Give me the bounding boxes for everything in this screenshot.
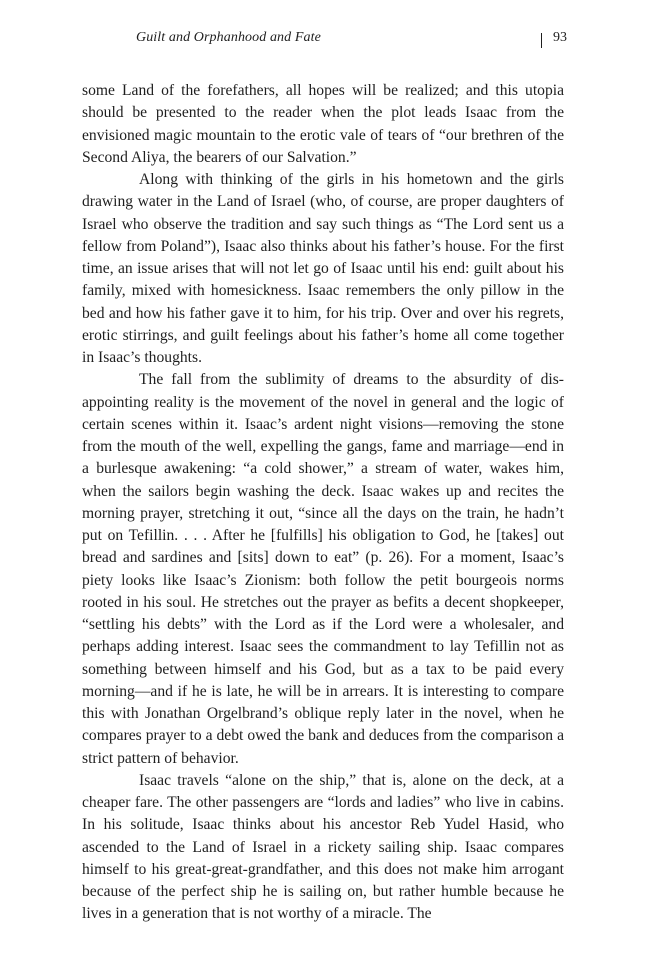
running-head [0,30,650,52]
page-number: 93 [553,30,567,45]
paragraph: The fall from the sublimity of dreams to the absurdity of disappointing reality is the movement of the novel in general and the logic of certain scenes within it. Isaac’s ardent night visions—removing the stone from the mouth of the well, expelling the gangs, fame and marriage—end in a burlesque awakening: “a cold shower,” a stream of water, wakes him, when the sailors begin washing the deck. Isaac wakes up and recites the morning prayer, stretching it out, “since all the days on the train, he hadn’t put on Tefillin. . . . After he [fulfills] his obligation to God, he [takes] out bread and sardines and [sits] down to eat” (p. 26). For a moment, Isaac’s piety looks like Isaac’s Zionism: both follow the petit bourgeois norms rooted in his soul. He stretches out the prayer as befits a decent shopkeeper, “settling his debts” with the Lord as if the Lord were a wholesaler, and perhaps adding interest. Isaac sees the commandment to lay Tefillin not as something between himself and his God, but as a tax to be paid every morning—and if he is late, he will be in arrears. It is interesting to compare this with Jonathan Orgelbrand’s oblique reply later in the novel, when he compares prayer to a debt owed the bank and deduces from the comparison a strict pattern of behavior. [82,371,564,767]
header-divider [541,33,542,48]
body-text [82,80,564,926]
paragraph-continued: some Land of the forefathers, all hopes will be realized; and this utopia should be presented to the reader when the plot leads Isaac from the envisioned magic mountain to the erotic vale of tears of “our brethren of the Second Aliya, the bearers of our Salvation.” [82,82,564,166]
paragraph: Isaac travels “alone on the ship,” that is, alone on the deck, at a cheaper fare. The other passengers are “lords and ladies” who live in cabins. In his solitude, Isaac thinks about his ancestor Reb Yudel Hasid, who ascended to the Land of Israel in a rickety sailing ship. Isaac compares himself to his great-great-grandfather, and this does not make him arrogant because of the perfect ship he is sailing on, but rather humble because he lives in a generation that is not worthy of a miracle. The [82,771,564,923]
running-title: Guilt and Orphanhood and Fate [136,30,321,45]
paragraph: Along with thinking of the girls in his hometown and the girls drawing water in the Land of Israel (who, of course, are proper daughters of Israel who observe the tradition and say such things as “The Lord sent us a fellow from Poland”), Isaac also thinks about his father’s house. For the first time, an issue arises that will not let go of Isaac until his end: guilt about his family, mixed with homesickness. Isaac remembers the only pillow in the bed and how his father gave it to him, for his trip. Over and over his regrets, erotic stirrings, and guilt feelings about his father’s home all come together in Isaac’s thoughts. [82,171,564,366]
